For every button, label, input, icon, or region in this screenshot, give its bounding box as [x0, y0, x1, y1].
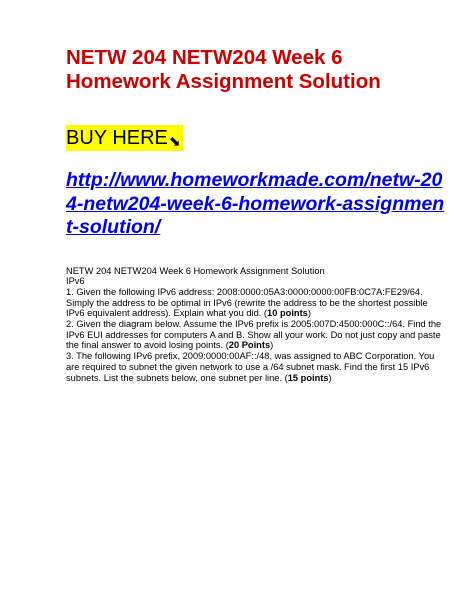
question-1-close: ): [307, 308, 311, 319]
title-line-1: NETW 204 NETW204 Week 6: [66, 46, 343, 69]
question-2-points: 20 Points: [228, 340, 271, 351]
question-3-text: 3. The following IPv6 prefix, 2009:0000:00AF::/48, was assigned to ABC Corporation. You are required to subnet the given network to use a /64 subnet mask. Find the first 15 IPv6 subnets. List the subnets below, one subnet per line. (: [66, 351, 435, 383]
question-2-close: ): [270, 340, 274, 351]
assignment-heading: NETW 204 NETW204 Week 6 Homework Assignment Solution: [66, 265, 325, 276]
product-url-link[interactable]: http://www.homeworkmade.com/netw-204-netw204-week-6-homework-assignment-solution/: [66, 169, 445, 238]
question-1: [66, 287, 446, 319]
buy-here-label: BUY HERE: [66, 127, 168, 149]
question-2: [66, 319, 446, 351]
document-title: [66, 46, 446, 94]
question-2-text: 2. Given the diagram below. Assume the IPv6 prefix is 2005:007D:4500:000C::/64. Find the IPv6 EUI addresses for computers A and B. Show all your work. Do not just copy and paste the final answer to avoid losing points. (: [66, 319, 442, 351]
question-3: [66, 351, 446, 383]
arrow-down-right-icon: ⬊: [168, 133, 181, 149]
question-1-points: 10 points: [267, 308, 308, 319]
section-label: IPv6: [66, 276, 85, 287]
question-1-text: 1. Given the following IPv6 address: 2008:0000:05A3:0000:0000:00FB:0C7A:FE29/64. Simply the address to be optimal in IPv6 (rewrite the address to be the shortest possible IPv6 equivalent address). Explain what you did. (: [66, 286, 428, 319]
question-3-points: 15 points: [287, 372, 329, 383]
buy-here-link[interactable]: [66, 125, 183, 151]
question-3-close: ): [328, 372, 332, 383]
title-line-2: Homework Assignment Solution: [66, 70, 381, 93]
document-page: [66, 46, 446, 383]
buy-here-row: [66, 125, 446, 151]
assignment-text: [66, 266, 446, 384]
